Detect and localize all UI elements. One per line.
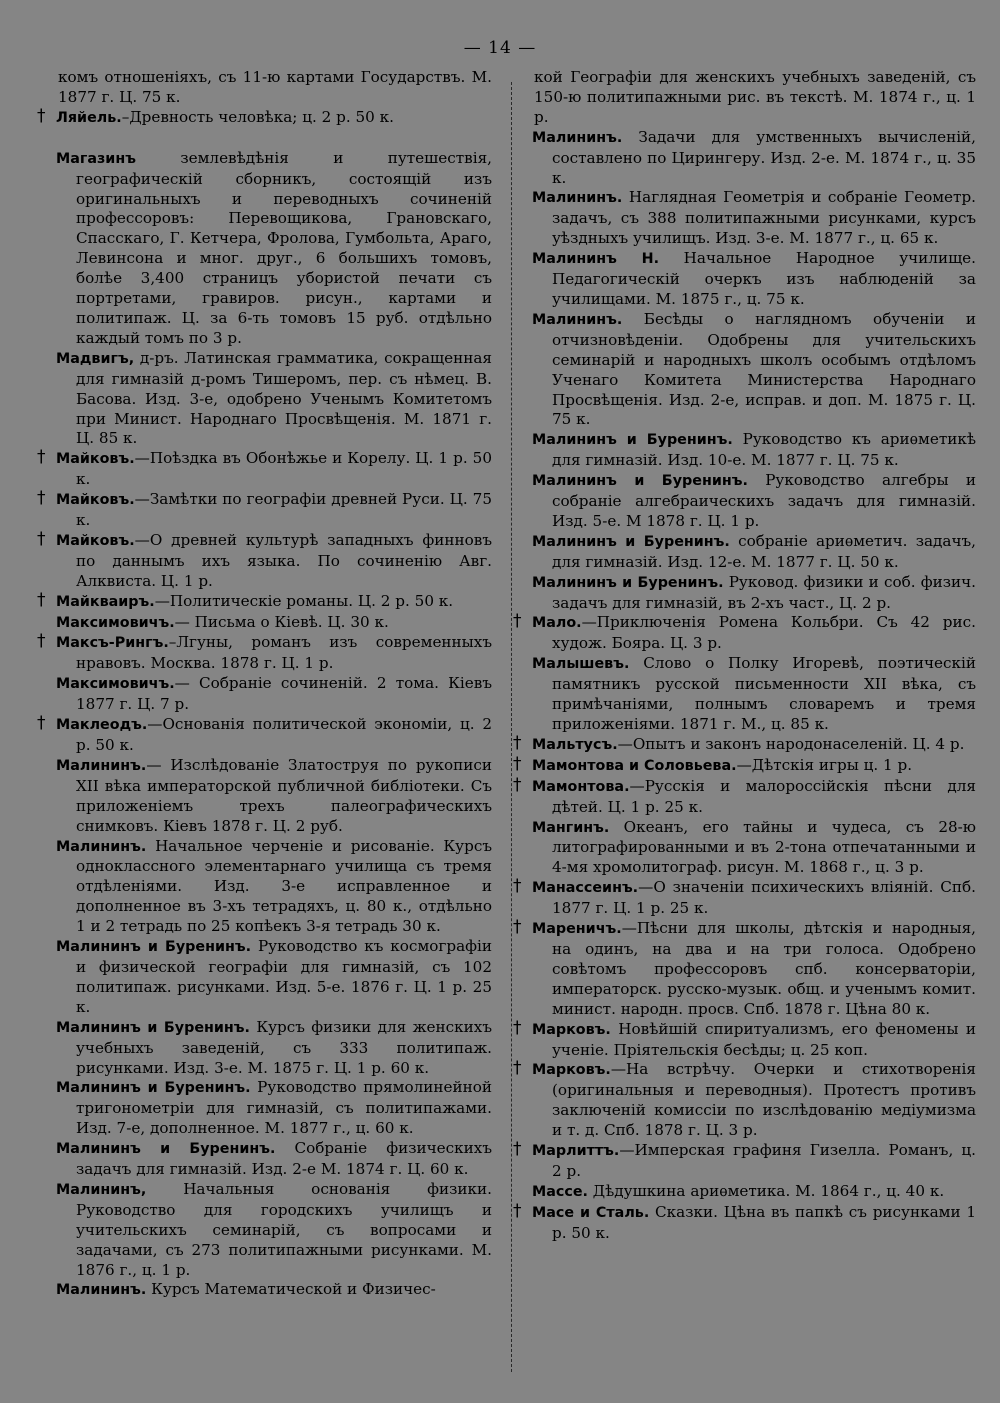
entry-author: Малининъ, [56,1181,147,1198]
dagger-icon: † [513,1200,522,1221]
catalog-entry [37,105,492,129]
entry-author: Майковъ. [56,451,135,468]
catalog-entry [518,573,976,614]
entry-text: Руководство къ ариѳметикѣ для гимназій. Изд. 10-е. М. 1877 г. Ц. 75 к. [552,430,977,470]
entry-author: Малининъ Н. [532,251,660,268]
dagger-icon: † [37,447,46,468]
catalog-entry [513,774,976,818]
dagger-icon: † [513,876,522,897]
catalog-entry [513,611,976,654]
entry-author: Малининъ и Буренинъ. [56,1080,251,1097]
entry-author: Мареничъ. [532,921,622,938]
entry-author: Мальтусъ. [532,736,618,753]
catalog-entry [37,488,492,531]
entry-author: Малининъ. [532,190,623,207]
entry-author: Малининъ и Буренинъ. [532,574,724,591]
entry-author: Ляйель. [56,109,122,126]
catalog-entry [518,818,976,879]
entry-author: Малининъ. [56,757,147,774]
catalog-entry [42,349,492,450]
catalog-entry [42,1280,492,1301]
catalog-entry [37,447,492,490]
catalog-entry [513,1058,976,1141]
entry-text: Начальное черченіе и рисованіе. Курсъ одноклассного элементарнаго училища съ тремя отдѣленіями. Изд. 3-е исправленное и дополненное въ 3-хъ тетрадяхъ, ц. 80 к., отдѣльно 1 и 2 тетрадь по 25 копѣекъ 3-я тетрадь 30 к. [76,836,492,936]
entry-author: Масе и Сталь. [532,1204,650,1221]
entry-author: Массе. [532,1183,588,1200]
dagger-icon: † [513,917,522,938]
entry-text: Руковод. физики и соб. физич. задачъ для гимназій, въ 2-хъ част., Ц. 2 р. [552,572,976,612]
entry-author: Марлиттъ. [532,1143,620,1160]
catalog-entry [513,1200,977,1244]
entry-text: –Лгуны, романъ изъ современныхъ нравовъ. Москва. 1878 г. Ц. 1 р. [76,633,492,673]
catalog-entry [42,1180,492,1281]
dagger-icon: † [513,753,522,774]
entry-text: — Письма о Кіевѣ. Ц. 30 к. [174,612,389,631]
entry-text: Сказки. Цѣна въ папкѣ съ рисунками 1 р. 50 к. [552,1202,977,1242]
entry-author: Максъ-Рингъ. [56,635,169,652]
entry-text: Задачи для умственныхъ вычисленій, составлено по Цирингеру. Изд. 2-е. М. 1874 г., ц. 35 к. [552,127,976,187]
entry-author: Малининъ и Буренинъ. [532,473,748,490]
entry-author: Мангинъ. [532,819,610,836]
catalog-entry [42,613,492,634]
entry-text: Наглядная Геометрія и собраніе Геометр. задачъ, съ 388 политипажными рисунками, курсъ уѣздныхъ училищъ. Изд. 3-е. М. 1877 г., ц. 65 к. [552,188,976,248]
entry-text: — Изслѣдованіе Златоструя по рукописи XII вѣка императорской публичной библіотеки. Съ приложеніемъ трехъ палеографическихъ снимковъ. Кіевъ 1878 г. Ц. 2 руб. [76,755,492,835]
catalog-entry [518,532,976,573]
catalog-entry [518,128,976,189]
entry-text: —Русскія и малороссійскія пѣсни для дѣтей. Ц. 1 р. 25 к. [552,776,976,816]
catalog-entry [518,249,976,310]
entry-author: Майковъ. [56,532,135,549]
entry-text: Руководство прямолинейной тригонометріи для гимназій, съ политипажами. Изд. 7-е, дополненное. М. 1877 г., ц. 60 к. [76,1078,493,1138]
catalog-entry [37,631,492,674]
catalog-entry [37,713,492,756]
entry-author: Максимовичъ. [56,614,175,631]
dagger-icon: † [513,611,522,632]
dagger-icon: † [37,528,46,549]
catalog-entry [42,68,492,108]
entry-author: Мадвигъ, [56,350,135,367]
page-number: — 14 — [463,38,537,58]
entry-text: —Замѣтки по географіи древней Руси. Ц. 75 к. [76,490,492,530]
column-divider [511,82,512,1372]
catalog-entry [513,753,976,777]
entry-author: Малининъ и Буренинъ. [56,939,252,956]
entry-author: Малининъ и Буренинъ. [532,533,730,550]
catalog-entry [42,837,492,938]
catalog-entry [42,937,492,1018]
catalog-entry [513,732,976,756]
dagger-icon: † [37,105,46,126]
entry-text: комъ отношеніяхъ, съ 11-ю картами Государствъ. М. 1877 г. Ц. 75 к. [58,68,492,106]
catalog-entry [518,188,976,249]
entry-author: Малининъ. [56,1282,147,1299]
catalog-entry [513,1017,976,1061]
dagger-icon: † [513,1058,522,1079]
left-column [37,68,493,1301]
catalog-entry [513,876,976,919]
entry-text: —Поѣздка въ Обонѣжье и Корелу. Ц. 1 р. 50 к. [76,449,492,489]
entry-author: Маклеодъ. [56,717,148,734]
catalog-entry [518,430,976,471]
entry-author: Майкваиръ. [56,593,155,610]
entry-text: землевѣдѣнія и путешествія, географическій сборникъ, состоящій изъ оригинальныхъ и переводныхъ сочиненій профессоровъ: Перевощикова, Грановскаго, Спасскаго, Г. Кетчера, Фролова, Гумбольта, Араго, Левинсона и мног. друг., 6 большихъ томовъ, болѣе 3,400 страницъ убористой печати съ портретами, гравиров. рисун., картами и политипаж. Ц. за 6-ть томовъ 15 руб. отдѣльно каждый томъ по 3 р. [76,148,492,347]
entry-text: —Имперская графиня Гизелла. Романъ, ц. 2 р. [552,1141,976,1180]
entry-text: —О значеніи психическихъ вліяній. Спб. 1877 г. Ц. 1 р. 25 к. [552,878,976,918]
entry-author: Малининъ и Буренинъ. [56,1141,276,1158]
entry-text: Дѣдушкина ариѳметика. М. 1864 г., ц. 40 к. [587,1181,945,1200]
catalog-entry [42,1139,492,1180]
catalog-entry [42,674,492,715]
catalog-entry [518,68,976,128]
entry-author: Малининъ. [532,129,623,146]
entry-text: Океанъ, его тайны и чудеса, съ 28-ю литографированными и въ 2-тона отпечатанными и 4-мя хромолитограф. рисун. М. 1868 г., ц. 3 р. [552,817,976,877]
catalog-entry [42,1078,492,1139]
entry-author: Мало. [532,615,582,632]
entry-author: Малышевъ. [532,656,630,673]
entry-text: –Древность человѣка; ц. 2 р. 50 к. [121,107,394,126]
entry-text: —Пѣсни для школы, дѣтскія и народныя, на одинъ, на два и на три голоса. Одобрено совѣтомъ профессоровъ спб. консерваторіи, императорск. русско-музык. общ. и ученымъ комит. минист. народн. просв. Спб. 1878 г. Цѣна 80 к. [552,919,976,1018]
entry-text: —Опытъ и законъ народонаселеній. Ц. 4 р. [617,734,965,753]
entry-author: Марковъ. [532,1062,611,1079]
catalog-entry [518,471,976,532]
catalog-entry [37,528,492,592]
catalog-entry [513,1139,976,1182]
entry-text: —О древней культурѣ западныхъ финновъ по даннымъ ихъ языка. По сочиненію Авг. Алквиста. Ц. 1 р. [76,530,492,590]
dagger-icon: † [37,488,46,509]
entry-author: Магазинъ [56,150,136,167]
catalog-entry [42,149,492,349]
entry-text: —Политическіе романы. Ц. 2 р. 50 к. [154,591,454,610]
entry-text: Курсъ Математической и Физичес- [146,1280,436,1299]
entry-author: Манассеинъ. [532,880,639,897]
entry-text: Курсъ физики для женскихъ учебныхъ заведеній, съ 333 политипаж. рисунками. Изд. 3-е. М. 1875 г. Ц. 1 р. 60 к. [76,1017,493,1077]
catalog-entry [42,756,492,837]
catalog-entry [42,1018,492,1079]
entry-text: кой Географіи для женскихъ учебныхъ заведеній, съ 150-ю политипажными рис. въ текстѣ. М. 1874 г., ц. 1 р. [534,68,976,126]
entry-author: Мамонтова. [532,778,630,795]
entry-text: — Собраніе сочиненій. 2 тома. Кіевъ 1877 г. Ц. 7 р. [76,674,492,714]
entry-text: Слово о Полку Игоревѣ, поэтическій памятникъ русской письменности XII вѣка, съ примѣчаніями, полнымъ словаремъ и тремя приложеніями. 1871 г. М., ц. 85 к. [552,654,976,733]
entry-text: Руководство алгебры и собраніе алгебраическихъ задачъ для гимназій. Изд. 5-е. М 1878 г. Ц. 1 р. [552,471,976,530]
entry-text: Руководство къ космографіи и физической географіи для гимназій, съ 102 политипаж. рисунками. Изд. 5-е. 1876 г. Ц. 1 р. 25 к. [76,937,492,1016]
entry-text: —Основанія политической экономіи, ц. 2 р. 50 к. [76,715,492,754]
entry-text: —На встрѣчу. Очерки и стихотворенія (оригинальныя и переводныя). Протестъ противъ заключеній комиссіи по изслѣдованію медіумизма и т. д. Спб. 1878 г. Ц. 3 р. [552,1060,976,1140]
entry-author: Майковъ. [56,492,135,509]
entry-text: собраніе ариѳметич. задачъ, для гимназій. Изд. 12-е. М. 1877 г. Ц. 50 к. [552,531,976,571]
entry-text: Бесѣды о наглядномъ обученіи и отчизновѣденіи. Одобрены для учительскихъ семинарій и народныхъ школъ особымъ отдѣломъ Ученаго Комитета Министерства Народнаго Просвѣщенія. Изд. 2-е, исправ. и доп. М. 1875 г. Ц. 75 к. [552,309,976,429]
dagger-icon: † [37,713,46,734]
catalog-entry [518,1182,976,1203]
entry-author: Малининъ. [56,838,147,855]
catalog-entry [518,310,976,430]
entry-author: Марковъ. [532,1021,611,1038]
dagger-icon: † [513,1017,522,1038]
entry-text: —Приключенія Ромена Кольбри. Съ 42 рис. худож. Бояра. Ц. 3 р. [552,613,976,653]
dagger-icon: † [37,631,46,652]
dagger-icon: † [513,774,522,795]
right-column [513,68,977,1244]
catalog-entry [37,589,492,613]
catalog-entry [513,917,976,1020]
entry-author: Малининъ. [532,311,623,328]
dagger-icon: † [513,732,522,753]
entry-text: Собраніе физическихъ задачъ для гимназій. Изд. 2-е М. 1874 г. Ц. 60 к. [76,1139,492,1179]
entry-author: Максимовичъ. [56,676,175,693]
entry-author: Малининъ и Буренинъ. [56,1019,250,1036]
entry-text: —Дѣтскія игры ц. 1 р. [736,755,913,774]
entry-author: Малининъ и Буренинъ. [532,432,733,449]
dagger-icon: † [513,1139,522,1160]
dagger-icon: † [37,589,46,610]
catalog-entry [518,654,976,735]
entry-author: Мамонтова и Соловьева. [532,757,737,774]
entry-text: д-ръ. Латинская грамматика, сокращенная для гимназій д-ромъ Тишеромъ, пер. съ нѣмец. В. Басова. Изд. 3-е, одобрено Ученымъ Комитетомъ при Минист. Народнаго Просвѣщенія. М. 1871 г. Ц. 85 к. [76,348,492,448]
entry-text: Начальныя основанія физики. Руководство для городскихъ училищъ и учительскихъ семинарій, съ вопросами и задачами, съ 273 политипажными рисунками. М. 1876 г., ц. 1 р. [76,1179,492,1279]
entry-text: Начальное Народное училище. Педагогическій очеркъ изъ наблюденій за училищами. М. 1875 г., ц. 75 к. [552,249,977,308]
entry-text: Новѣйшій спиритуализмъ, его феномены и ученіе. Пріятельскія бесѣды; ц. 25 коп. [552,1019,976,1059]
